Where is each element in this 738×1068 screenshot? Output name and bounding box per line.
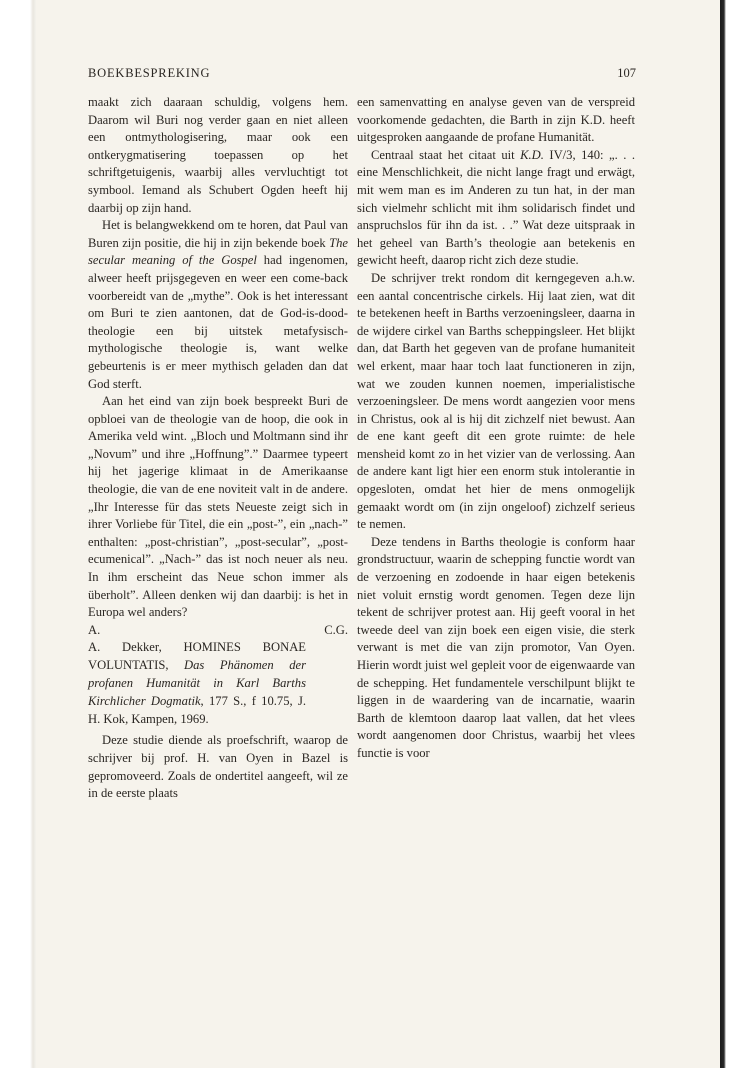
signature-line — [88, 622, 348, 640]
paragraph — [357, 147, 635, 270]
paragraph: Deze tendens in Barths theologie is conform haar grondstructuur, waarin de schepping functie wordt van de verzoening en zodoende in haar eigen betekenis niet voluit ernstig wordt genomen. Tegen deze lijn tekent de schrijver protest aan. Hij geeft vooral in het tweede deel van zijn boek een eigen visie, die sterk verwant is met die van zijn promotor, Van Oyen. Hierin wordt juist wel gepleit voor de eigenwaarde van de schepping. Het fundamentele verschilpunt blijkt te liggen in de waardering van de incarnatie, waarin Barth de klemtoon daarop laat vallen, dat het vlees wordt aangenomen door Christus, waarbij het vlees functie is voor — [357, 534, 635, 760]
right-column — [357, 94, 635, 763]
book-spine — [0, 0, 36, 1068]
text-run: had ingenomen, alweer heeft prijsgegeven en weer een come-back voorbereidt van de „mythe”. Ook is het interessant om Buri te zien aantonen, dat de God-is-dood-theologie een bij uitstek metafysisch-mythologische theologie is, want welke gebeurtenis is er meer mythisch geladen dan dat God sterft. — [88, 253, 348, 391]
review-author-title: A. Dekker, HOMINES BONAE VOLUNTATIS, — [88, 640, 306, 673]
running-title: BOEKBESPREKING — [88, 66, 211, 80]
review-details: , 177 S., f 10.75, J. H. Kok, Kampen, 1969. — [88, 693, 306, 726]
paragraph: De schrijver trekt rondom dit kerngegeven a.h.w. een aantal concentrische cirkels. Hij laat zien, wat dit te betekenen heeft in Barths verzoeningsleer, daarna in de wijdere cirkel van Barths scheppingsleer. Het blijkt dan, dat Barth het gegeven van de profane humaniteit wel erkent, maar haar toch laat functioneren in zijn, wat we zouden kunnen noemen, imperialistische verzoeningsleer. De mens wordt aangezien voor mens in Christus, ook al is hij dit zichzelf niet bewust. Aan de ene kant geeft dit een grote ruimte: de hele mensheid komt zo in het vizier van de verlossing. Aan de andere kant ligt hier een enorm stuk intolerantie in opgesloten, omdat het hier de mens onmogelijk gemaakt wordt om (in zijn ongeloof) zichzelf serieus te nemen. — [357, 270, 635, 532]
reference-abbrev: K.D. — [520, 147, 544, 162]
left-column — [88, 94, 348, 803]
paragraph — [88, 217, 348, 393]
text-run: Het is belangwekkend om te horen, dat Paul van Buren zijn positie, die hij in zijn bekende boek — [88, 218, 348, 250]
paragraph: Deze studie diende als proefschrift, waarop de schrijver bij prof. H. van Oyen in Bazel is gepromoveerd. Zoals de ondertitel aangeeft, wil ze in de eerste plaats — [88, 733, 348, 801]
review-subtitle: Das Phänomen der profanen Humanität in Karl Barths Kirchlicher Dogmatik — [88, 658, 306, 708]
review-heading — [88, 639, 306, 728]
page-edge — [720, 0, 738, 1068]
text-run: IV/3, 140: „. . . eine Menschlichkeit, die nicht lange fragt und erwägt, mit wem man es im Anderen zu tun hat, in der man sich vielmehr schlicht mit ihm solidarisch findet und anspruchslos für ihn da ist. . .” Wat deze uitspraak in het geheel van Barth’s theologie aan betekenis en gewicht heeft, daarop richt zich deze studie. — [357, 147, 635, 268]
paragraph: maakt zich daaraan schuldig, volgens hem. Daarom wil Buri nog verder gaan en niet alleen een ontmythologisering, maar ook een ontkerygmatisering toepassen op het schriftgetuigenis, waarbij alles vervluchtigt tot symbool. Iemand als Schubert Ogden heeft hij daarbij op zijn hand. — [88, 95, 348, 215]
text-run: Centraal staat het citaat uit — [371, 147, 521, 162]
signature-author: C.G. — [324, 622, 348, 637]
page-number: 107 — [617, 66, 636, 80]
signature-initial: A. — [88, 622, 101, 637]
paragraph: een samenvatting en analyse geven van de verspreid voorkomende gedachten, die Barth in zijn K.D. heeft uitgesproken aangaande de profane Humanität. — [357, 95, 635, 145]
book-title: The secular meaning of the Gospel — [88, 235, 348, 268]
paragraph: Aan het eind van zijn boek bespreekt Buri de opbloei van de theologie van de hoop, die ook in Amerika veld wint. „Bloch und Moltmann sind ihr „Novum” und ihre „Hoffnung”.” Daarmee typeert hij het jagerige klimaat in de Amerikaanse theologie, die van de ene noviteit valt in de andere. „Ihr Interesse für das stets Neueste zeigt sich in ihrer Vorliebe für Titel, die ein „post-”, ein „nach-” enthalten: „post-christian”, „post-secular”, „post-ecumenical”. „Nach-” das ist noch neuer als neu. In ihm erscheint das Neue schon immer als überholt”. Alleen denken wij dan daarbij: is het in Europa wel anders? — [88, 394, 348, 620]
